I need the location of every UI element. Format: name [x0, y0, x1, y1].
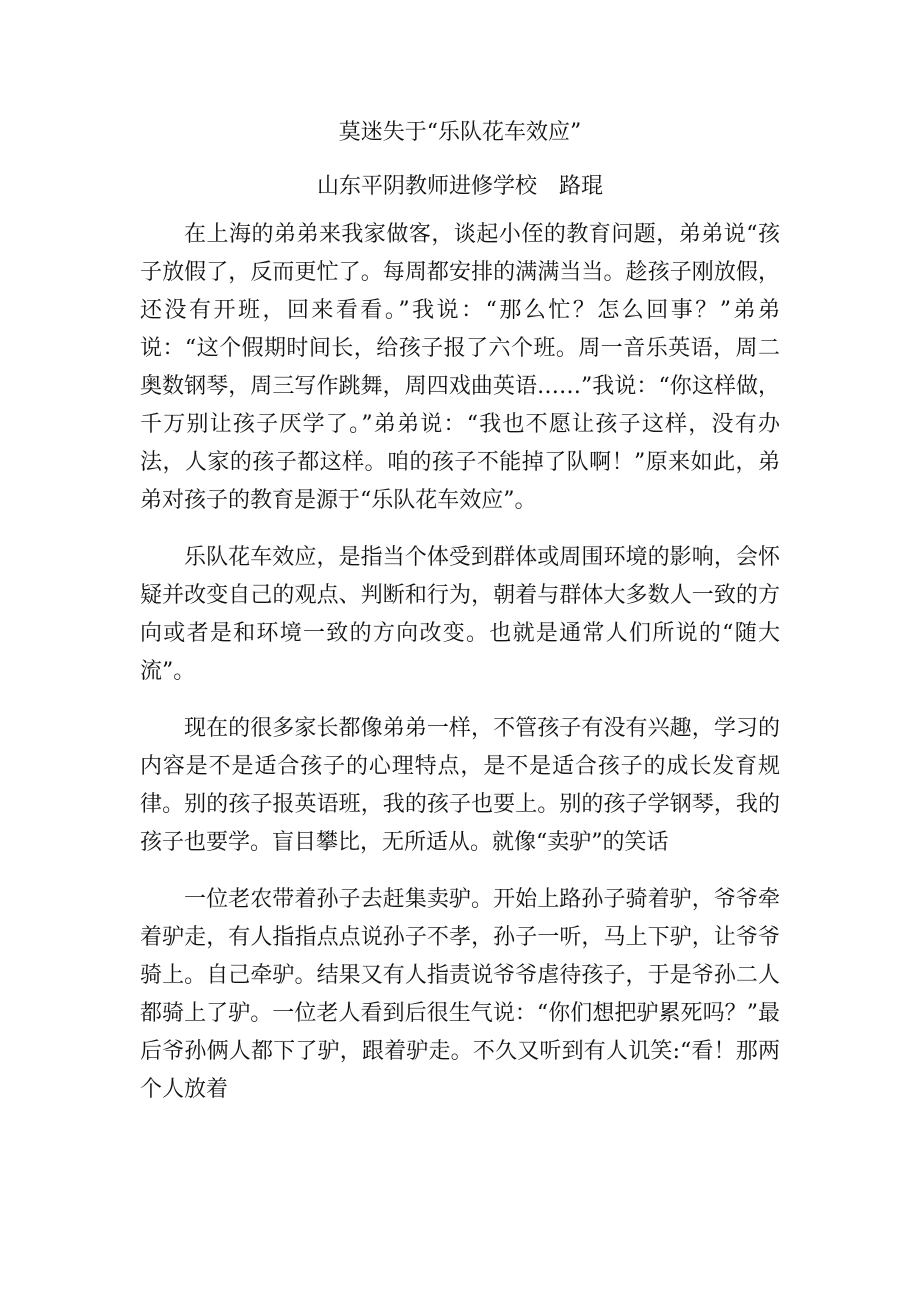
paragraph-2: 乐队花车效应，是指当个体受到群体或周围环境的影响，会怀疑并改变自己的观点、判断和行为，朝着与群体大多数人一致的方向或者是和环境一致的方向改变。也就是通常人们所说的“随大流”。 [140, 545, 780, 684]
document-title: 莫迷失于“乐队花车效应” [338, 120, 582, 145]
author-line: 山东平阴教师进修学校 路琨 [316, 174, 603, 199]
paragraph-4: 一位老农带着孙子去赶集卖驴。开始上路孙子骑着驴，爷爷牵着驴走，有人指指点点说孙子不孝，孙子一听，马上下驴，让爷爷骑上。自己牵驴。结果又有人指责说爷爷虐待孩子，于是爷孙二人都骑上了驴。一位老人看到后很生气说：“你们想把驴累死吗？”最后爷孙俩人都下了驴，跟着驴走。不久又听到有人讥笑:“看！那两个人放着 [140, 887, 780, 1102]
paragraph-3: 现在的很多家长都像弟弟一样，不管孩子有没有兴趣，学习的内容是不是适合孩子的心理特点，是不是适合孩子的成长发育规律。别的孩子报英语班，我的孩子也要上。别的孩子学钢琴，我的孩子也要学。盲目攀比，无所适从。就像“卖驴”的笑话 [140, 716, 780, 855]
paragraph-1: 在上海的弟弟来我家做客，谈起小侄的教育问题，弟弟说“孩子放假了，反而更忙了。每周都安排的满满当当。趁孩子刚放假，还没有开班，回来看看。”我说：“那么忙？怎么回事？”弟弟说：“这个假期时间长，给孩子报了六个班。周一音乐英语，周二奥数钢琴，周三写作跳舞，周四戏曲英语……”我说：“你这样做，千万别让孩子厌学了。”弟弟说：“我也不愿让孩子这样，没有办法，人家的孩子都这样。咱的孩子不能掉了队啊！”原来如此，弟弟对孩子的教育是源于“乐队花车效应”。 [140, 222, 780, 513]
document-body [140, 216, 780, 1128]
